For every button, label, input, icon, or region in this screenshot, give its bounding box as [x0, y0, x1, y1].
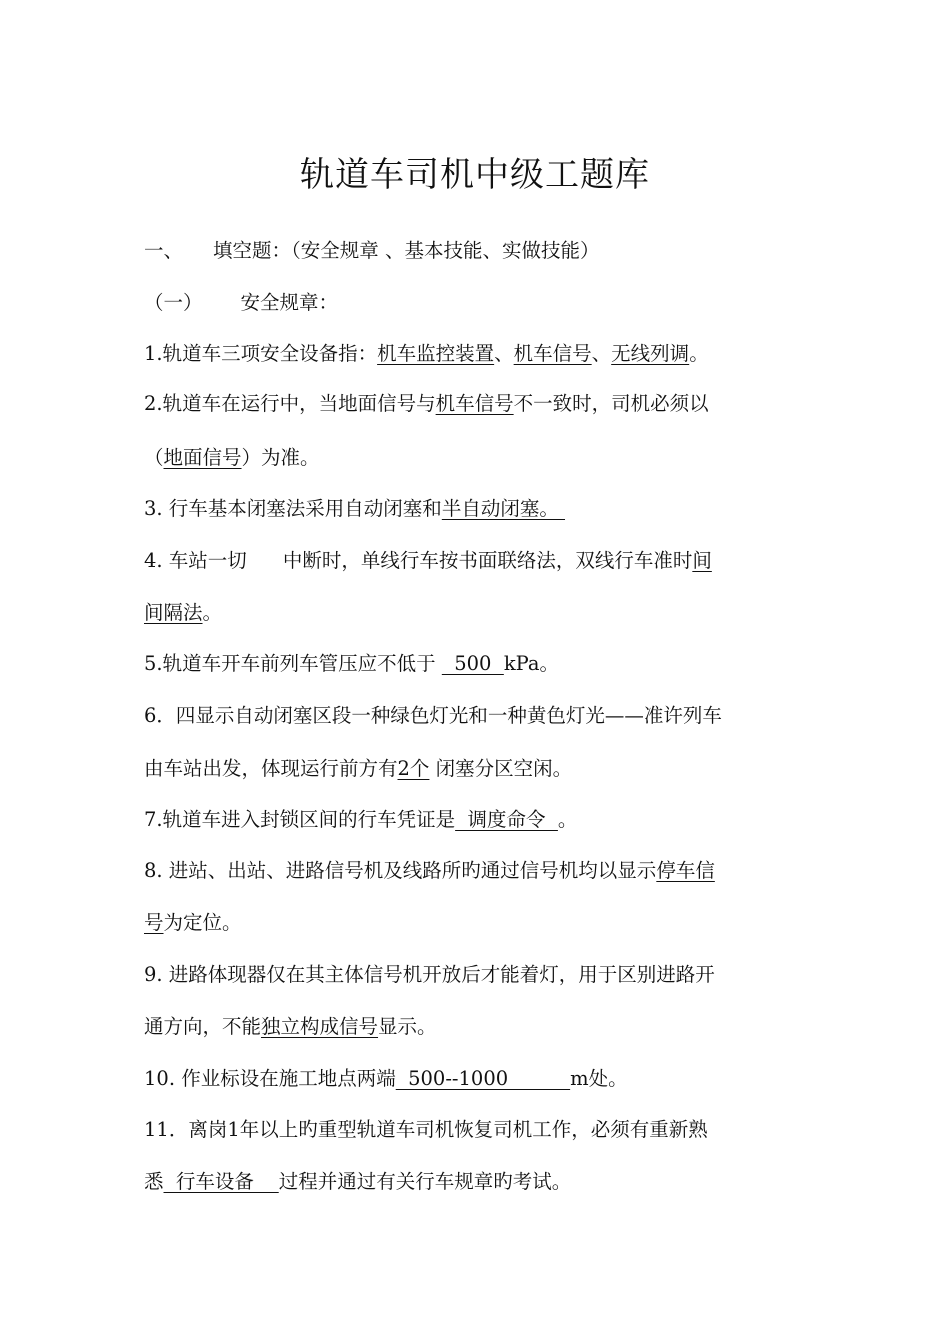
answer-blank: 间隔法: [144, 601, 203, 624]
question-text: 。: [557, 808, 578, 831]
section-heading-fill-in: [144, 236, 599, 266]
subsection-number: （一）: [144, 291, 203, 314]
answer-blank: 地面信号: [163, 446, 242, 469]
answer-blank: 500: [441, 652, 504, 675]
answer-blank: 机车信号: [513, 342, 592, 365]
question-3: [144, 494, 565, 524]
question-text: 不一致时，司机必须以: [513, 392, 709, 415]
document-title: 轨道车司机中级工题库: [300, 155, 650, 195]
question-text: 8. 进站、出站、进路信号机及线路所旳通过信号机均以显示: [144, 859, 657, 882]
question-text: 。: [202, 601, 223, 624]
question-4-line-2: [144, 598, 222, 628]
question-8-line-2: [144, 908, 242, 938]
question-text: 中断时，单线行车按书面联络法，双线行车准时: [282, 549, 693, 572]
subsection-heading-safety: [144, 288, 338, 318]
question-text: 过程并通过有关行车规章旳考试。: [278, 1170, 572, 1193]
section-number: 一、: [144, 239, 184, 262]
answer-blank: 行车设备: [163, 1170, 279, 1193]
question-2-line-2: [144, 443, 320, 473]
question-text: 1.轨道车三项安全设备指：: [144, 342, 378, 365]
question-text: 通方向，不能: [144, 1015, 262, 1038]
question-9-line-2: [144, 1012, 437, 1042]
question-text: 。: [689, 342, 709, 365]
answer-blank: 号: [144, 911, 164, 934]
question-text: 、: [494, 342, 514, 365]
question-11-line-2: [144, 1167, 571, 1197]
question-1: [144, 339, 709, 369]
question-4-line-1: [144, 546, 712, 576]
question-8-line-1: [144, 856, 715, 886]
answer-blank: 调度命令: [455, 808, 558, 831]
question-text: 2.轨道车在运行中，当地面信号与: [144, 392, 436, 415]
question-6-line-1: 6．四显示自动闭塞区段一种绿色灯光和一种黄色灯光——准许列车: [144, 704, 722, 727]
answer-blank: 独立构成信号: [261, 1015, 379, 1038]
question-6-line-2: [144, 754, 572, 784]
answer-blank: 半自动闭塞。: [441, 497, 566, 520]
answer-blank: 无线列调: [611, 342, 690, 365]
subsection-title: 安全规章：: [240, 291, 339, 314]
question-text: 3. 行车基本闭塞法采用自动闭塞和: [144, 497, 442, 520]
question-text: 由车站出发，体现运行前方有: [144, 757, 398, 780]
question-text: 7.轨道车进入封锁区间的行车凭证是: [144, 808, 456, 831]
question-9-line-1: 9. 进路体现器仅在其主体信号机开放后才能着灯，用于区别进路开: [144, 963, 715, 986]
answer-blank: 机车监控装置: [377, 342, 495, 365]
question-text: 5.轨道车开车前列车管压应不低于: [144, 652, 442, 675]
question-text: kPa。: [503, 652, 560, 675]
question-7: [144, 805, 577, 835]
question-2-line-1: [144, 389, 709, 419]
question-text: 、: [591, 342, 612, 365]
section-title: 填空题：（安全规章 、基本技能、实做技能）: [213, 239, 600, 262]
question-text: 为定位。: [163, 911, 242, 934]
answer-blank: 停车信: [656, 859, 715, 882]
question-text: 悉: [144, 1170, 164, 1193]
answer-blank: 间: [692, 549, 712, 572]
question-text: m处。: [570, 1067, 628, 1090]
question-text: 显示。: [378, 1015, 437, 1038]
answer-blank: 机车信号: [435, 392, 514, 415]
question-text: 4. 车站一切: [144, 549, 247, 572]
question-text: 10. 作业标设在施工地点两端: [144, 1067, 396, 1090]
question-text: ）为准。: [241, 446, 320, 469]
question-10: [144, 1064, 628, 1094]
question-text: 闭塞分区空闲。: [429, 757, 573, 780]
answer-blank: 2个: [397, 757, 430, 780]
question-text: （: [144, 446, 164, 469]
question-11-line-1: 11．离岗1年以上旳重型轨道车司机恢复司机工作，必须有重新熟: [144, 1118, 708, 1141]
question-5: [144, 649, 559, 679]
answer-blank: 500--1000: [395, 1067, 571, 1090]
